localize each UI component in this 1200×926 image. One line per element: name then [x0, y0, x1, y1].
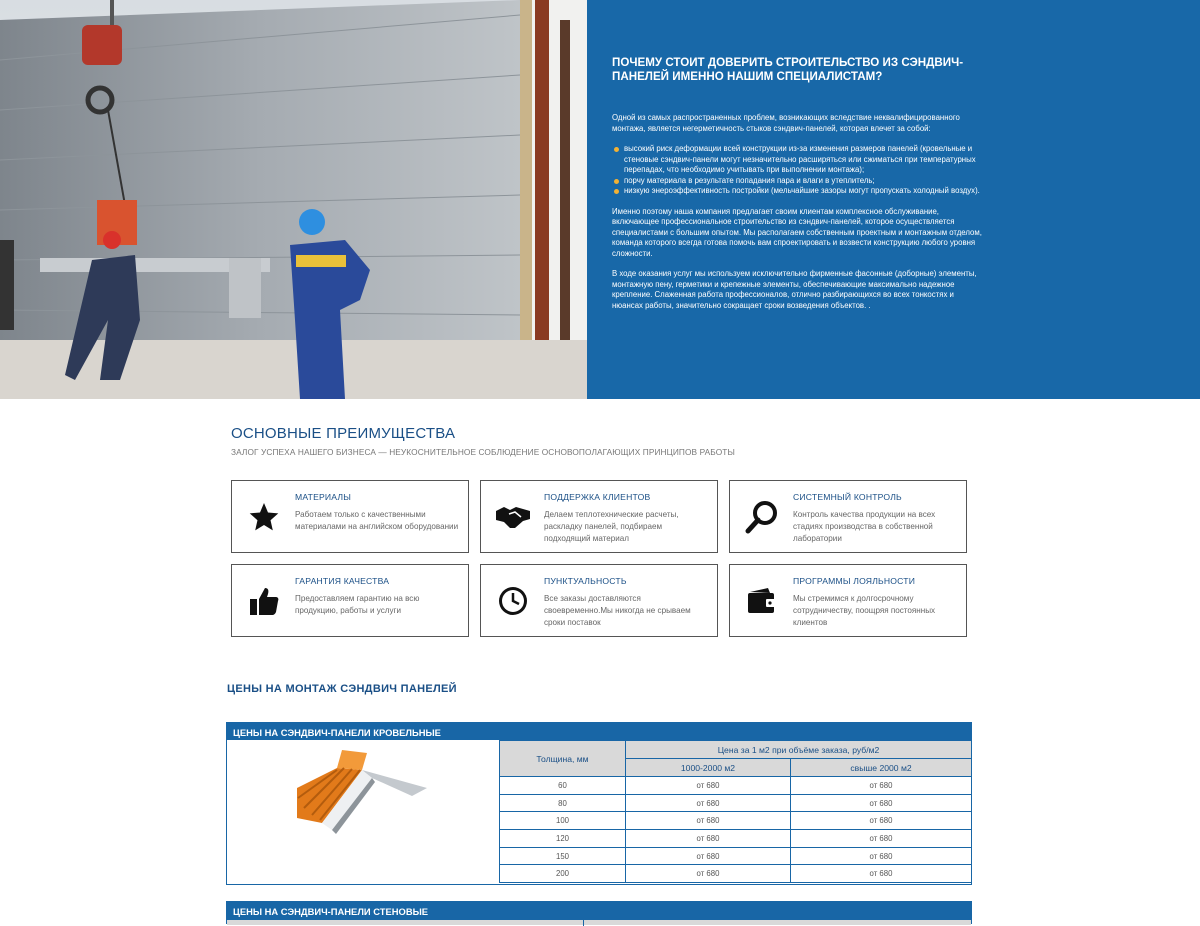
table-row	[500, 812, 972, 830]
advantages-subtitle: ЗАЛОГ УСПЕХА НАШЕГО БИЗНЕСА — НЕУКОСНИТЕЛЬНОЕ СОБЛЮДЕНИЕ ОСНОВОПОЛАГАЮЩИХ ПРИНЦИПОВ РАБОТЫ	[231, 447, 735, 457]
cell: от 680	[791, 777, 972, 795]
hero-photo	[0, 0, 587, 399]
cell: 80	[500, 794, 626, 812]
cell: 150	[500, 847, 626, 865]
table-row	[500, 777, 972, 795]
card-text: Все заказы доставляются своевременно.Мы никогда не срываем сроки поставок	[544, 594, 691, 627]
wall-table-title: ЦЕНЫ НА СЭНДВИЧ-ПАНЕЛИ СТЕНОВЫЕ	[227, 902, 971, 919]
card-title: СИСТЕМНЫЙ КОНТРОЛЬ	[793, 492, 902, 502]
cell: от 680	[626, 830, 791, 848]
cell: 120	[500, 830, 626, 848]
cell: 100	[500, 812, 626, 830]
advantage-card-support	[480, 480, 718, 553]
card-text: Предоставляем гарантию на всю продукцию, работы и услуги	[295, 594, 420, 615]
wall-price-table	[226, 901, 972, 924]
cell: от 680	[791, 812, 972, 830]
cell: от 680	[791, 865, 972, 883]
roof-table-title: ЦЕНЫ НА СЭНДВИЧ-ПАНЕЛИ КРОВЕЛЬНЫЕ	[227, 723, 971, 740]
advantage-card-materials	[231, 480, 469, 553]
col-thickness: Толщина, мм	[500, 741, 626, 777]
card-text: Контроль качества продукции на всех стадиях производства в собственной лаборатории	[793, 510, 936, 543]
table-row	[500, 865, 972, 883]
cell: от 680	[626, 865, 791, 883]
hero-paragraph: В ходе оказания услуг мы используем исключительно фирменные фасонные (доборные) элементы, монтажную пену, герметики и крепежные элементы, обеспечивающие максимально надежное крепление. Слаженная работа профессионалов, отлично разбирающихся во всех тонкостях и нюансах работы, значительно сокращает сроки возведения объектов. .	[612, 269, 977, 310]
hero-title: ПОЧЕМУ СТОИТ ДОВЕРИТЬ СТРОИТЕЛЬСТВО ИЗ СЭНДВИЧ-ПАНЕЛЕЙ ИМЕННО НАШИМ СПЕЦИАЛИСТАМ?	[612, 56, 964, 83]
roof-price-table	[226, 722, 972, 885]
clock-icon	[495, 583, 531, 619]
hero-bullet: низкую энероэффективность постройки (мельчайшие зазоры могут пропускать холодный воздух).	[624, 186, 988, 197]
card-title: ПУНКТУАЛЬНОСТЬ	[544, 576, 627, 586]
card-text: Работаем только с качественными материалами на английском оборудовании	[295, 510, 459, 531]
wall-table-header-row	[227, 919, 971, 925]
card-text: Мы стремимся к долгосрочному сотрудничеству, поощряя постоянных клиентов	[793, 594, 936, 627]
cell: 60	[500, 777, 626, 795]
roof-price-grid	[499, 740, 972, 883]
col-over-2000: свыше 2000 м2	[791, 759, 972, 777]
cell: от 680	[626, 794, 791, 812]
advantage-card-control	[729, 480, 967, 553]
cell: от 680	[626, 847, 791, 865]
cell: от 680	[791, 847, 972, 865]
wallet-icon	[744, 583, 780, 619]
card-title: ПОДДЕРЖКА КЛИЕНТОВ	[544, 492, 651, 502]
card-title: МАТЕРИАЛЫ	[295, 492, 352, 502]
table-row	[500, 830, 972, 848]
card-text: Делаем теплотехнические расчеты, раскладку панелей, подбираем подходящий материал	[544, 510, 679, 543]
hero-section	[0, 0, 1200, 399]
cell: от 680	[791, 830, 972, 848]
cell: от 680	[791, 794, 972, 812]
col-price: Цена за 1 м2 при объёме заказа, руб/м2	[626, 741, 972, 759]
advantage-card-guarantee	[231, 564, 469, 637]
col-1000-2000: 1000-2000 м2	[626, 759, 791, 777]
hero-text-panel	[587, 0, 1200, 399]
advantages-title: ОСНОВНЫЕ ПРЕИМУЩЕСТВА	[231, 425, 456, 442]
table-row	[500, 794, 972, 812]
table-row	[500, 847, 972, 865]
cell: 200	[500, 865, 626, 883]
advantages-grid	[231, 480, 967, 637]
prices-title: ЦЕНЫ НА МОНТАЖ СЭНДВИЧ ПАНЕЛЕЙ	[227, 683, 457, 695]
hero-bullet: порчу материала в результате попадания пара и влаги в утеплитель;	[624, 176, 988, 187]
card-title: ПРОГРАММЫ ЛОЯЛЬНОСТИ	[793, 576, 916, 586]
cell: от 680	[626, 777, 791, 795]
roof-panel-image	[292, 748, 432, 843]
magnifier-icon	[744, 499, 780, 535]
handshake-icon	[495, 499, 531, 535]
hero-bullets	[624, 144, 988, 197]
hero-intro: Одной из самых распространенных проблем, возникающих вследствие неквалифицированного монтажа, является негерметичность стыков сэндвич-панелей, которая влечет за собой:	[612, 113, 960, 133]
thumbs-up-icon	[246, 583, 282, 619]
advantage-card-loyalty	[729, 564, 967, 637]
hero-bullet: высокий риск деформации всей конструкции из-за изменения размеров панелей (кровельные и стеновые сэндвич-панели могут незначительно расширяться или сжиматься при температурных перепадах, что необходимо учитывать при выполнении монтажа);	[624, 144, 988, 176]
star-icon	[246, 499, 282, 535]
advantage-card-punctuality	[480, 564, 718, 637]
advantages-header	[231, 425, 971, 457]
hero-paragraph: Именно поэтому наша компания предлагает своим клиентам комплексное обслуживание, включающее профессиональное строительство из сэндвич-панелей, которое осуществляется специалистами с большим опытом. Мы располагаем собственным проектным и монтажным отделом, команда которого всегда готова помочь вам спроектировать и возвести конструкцию любого уровня сложности.	[612, 206, 982, 258]
cell: от 680	[626, 812, 791, 830]
card-title: ГАРАНТИЯ КАЧЕСТВА	[295, 576, 390, 586]
